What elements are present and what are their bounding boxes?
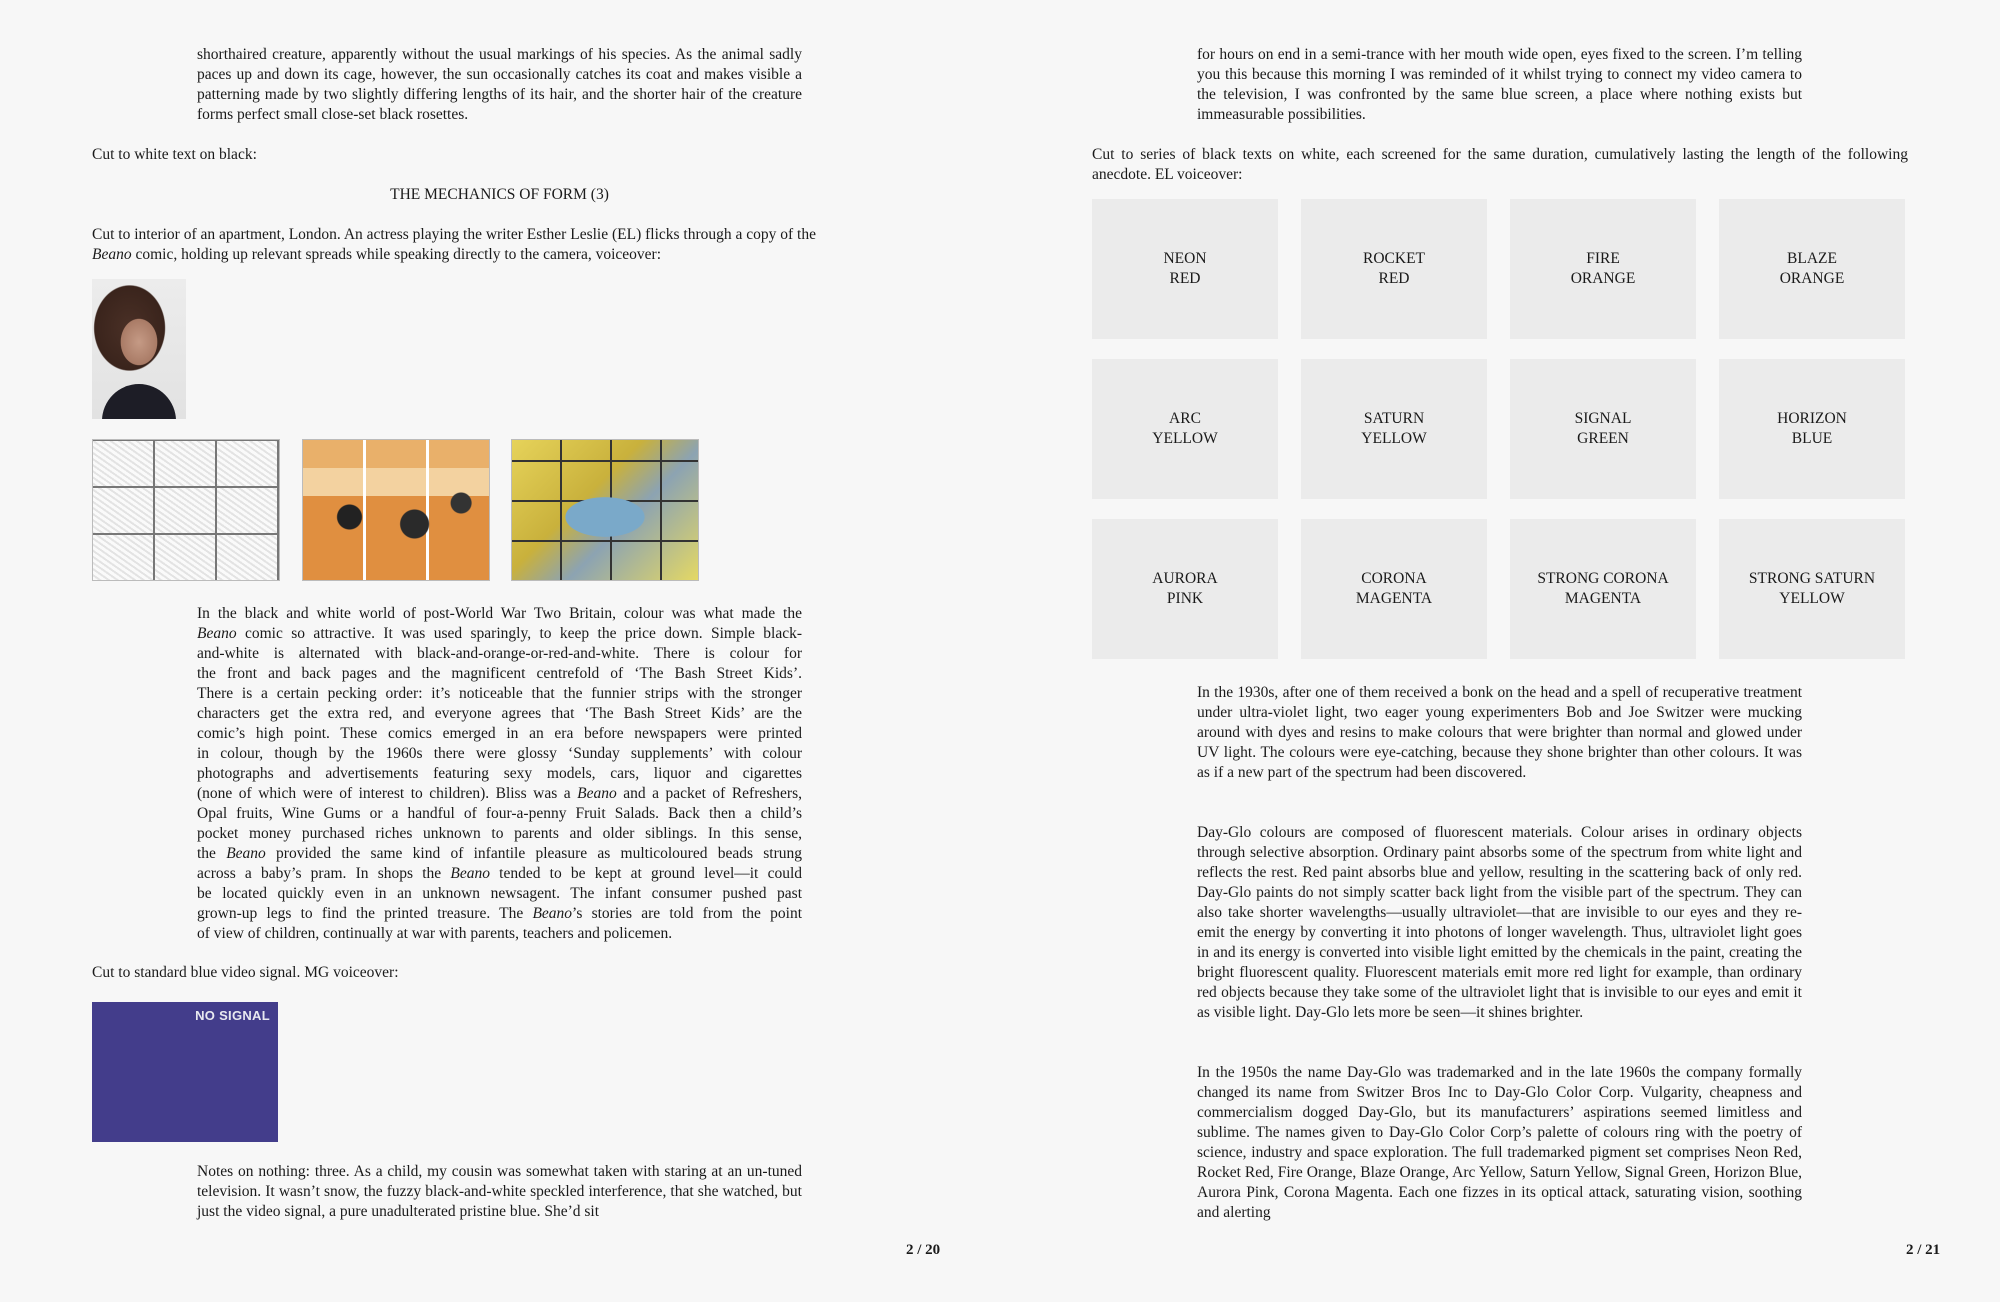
stage-direction-white-text: Cut to white text on black: — [92, 146, 257, 163]
color-name-card — [1301, 359, 1487, 499]
paragraph-beano-line: (none of which were of interest to children). Bliss was a Beano and a packet of Refreshers, — [197, 785, 802, 802]
color-name-card — [1092, 519, 1278, 659]
no-signal-screen-image — [92, 1002, 278, 1142]
color-name-text: SIGNAL — [1574, 410, 1632, 427]
paragraph-notes-on-nothing: Notes on nothing: three. As a child, my cousin was somewhat taken with staring at an un-tuned television. It wasn’t snow, the fuzzy black-and-white speckled interference, that she watched, but just the video signal, a pure unadulterated pristine blue. She’d sit — [197, 1163, 802, 1220]
right-page — [1000, 0, 2000, 1302]
paragraph-beano-line: in colour, though by the 1960s there were glossy ‘Sunday supplements’ with colour — [197, 745, 802, 762]
color-name-card — [1510, 199, 1696, 339]
color-name-card — [1092, 199, 1278, 339]
color-name-card — [1301, 519, 1487, 659]
color-name-text: MAGENTA — [1564, 590, 1642, 607]
paragraph-beano-line: There is a certain pecking order: it’s noticeable that the funnier strips with the stronger — [197, 685, 802, 702]
paragraph-dayglo: Day-Glo colours are composed of fluorescent materials. Colour arises in ordinary objects through selective absorption. Ordinary paint absorbs some of the spectrum from white light and reflects the rest. Red paint absorbs blue and yellow, resulting in the scattering back of only red. Day-Glo paints do not simply scatter back light from the visible part of the spectrum. They can also take shorter wavelengths—usually ultraviolet—that are invisible to our eyes and they re-emit the energy by converting it into photons of longer wavelength. Thus, ultraviolet light goes in and its energy is converted into visible light emitted by the chemicals in the paint, creating the bright fluorescent quality. Fluorescent materials emit more red light for example, than ordinary red objects because they take some of the ultraviolet light that is invisible to our eyes and emit it as visible light. Day-Glo lets more be seen—it shines brighter. — [1197, 824, 1802, 1021]
color-name-text: AURORA — [1152, 570, 1218, 587]
color-name-card — [1719, 519, 1905, 659]
paragraph-beano-line: pocket money purchased riches unknown to parents and older siblings. In this sense, — [197, 825, 802, 842]
color-name-text: CORONA — [1361, 570, 1427, 587]
paragraph-creature: shorthaired creature, apparently without the usual markings of his species. As the animal sadly paces up and down its cage, however, the sun occasionally catches its coat and makes visible a patterning made by two slightly differing lengths of its hair, and the shorter hair of the creature forms perfect small close-set black rosettes. — [197, 46, 802, 123]
color-name-text: HORIZON — [1777, 410, 1847, 427]
paragraph-beano-line: be located quickly even in an unknown newsagent. The infant consumer pushed past — [197, 885, 802, 902]
beano-spread-color-image — [511, 439, 699, 581]
paragraph-beano-line: Opal fruits, Wine Gums or a handful of four-a-penny Fruit Salads. Back then a child’s — [197, 805, 802, 822]
paragraph-beano — [197, 604, 802, 944]
paragraph-beano-line: grown-up legs to find the printed treasure. The Beano’s stories are told from the point — [197, 905, 803, 922]
color-name-card — [1719, 359, 1905, 499]
color-name-text: YELLOW — [1779, 590, 1845, 607]
color-name-text: SATURN — [1363, 410, 1425, 427]
actress-portrait-image — [92, 279, 186, 419]
page-number-left: 2 / 20 — [906, 1242, 941, 1258]
color-name-text: ARC — [1169, 410, 1201, 427]
color-name-text: MAGENTA — [1355, 590, 1433, 607]
color-name-text: STRONG CORONA — [1537, 570, 1669, 587]
stage-direction-blue-signal: Cut to standard blue video signal. MG voiceover: — [92, 964, 399, 981]
paragraph-beano-line: across a baby’s pram. In shops the Beano tended to be kept at ground level—it could — [197, 865, 803, 882]
color-name-text: YELLOW — [1152, 430, 1218, 447]
mechanics-of-form-heading: THE MECHANICS OF FORM (3) — [390, 186, 609, 203]
color-name-text: STRONG SATURN — [1748, 570, 1876, 587]
page-number-right: 2 / 21 — [1906, 1242, 1941, 1258]
paragraph-beano-line: photographs and advertisements featuring sexy models, cars, liquor and cigarettes — [197, 765, 802, 782]
color-name-card — [1092, 359, 1278, 499]
color-name-text: RED — [1378, 270, 1410, 287]
color-name-text: ROCKET — [1363, 250, 1425, 267]
no-signal-label: NO SIGNAL — [195, 1008, 270, 1023]
paragraph-semi-trance: for hours on end in a semi-trance with her mouth wide open, eyes fixed to the screen. I’m telling you this because this morning I was reminded of it whilst trying to connect my video camera to the television, I was confronted by the same blue screen, a place where nothing exists but immeasurable possibilities. — [1197, 46, 1802, 123]
paragraph-1950s: In the 1950s the name Day-Glo was trademarked and in the late 1960s the company formally changed its name from Switzer Bros Inc to Day-Glo Color Corp. Vulgarity, cheapness and commercialism dogged Day-Glo, but its manufacturers’ aspirations seemed limitless and sublime. The names given to Day-Glo Color Corp’s palette of colours ring with the poetry of science, industry and space exploration. The full trademarked pigment set comprises Neon Red, Rocket Red, Fire Orange, Blaze Orange, Arc Yellow, Saturn Yellow, Signal Green, Horizon Blue, Aurora Pink, Corona Magenta. Each one fizzes in its optical attack, saturating vision, soothing and alerting — [1197, 1064, 1802, 1221]
color-name-text: BLUE — [1791, 430, 1833, 447]
stage-direction-apartment: Cut to interior of an apartment, London. An actress playing the writer Esther Leslie (EL) flicks through a copy of the Beano comic, holding up relevant spreads while speaking directly to the camera, voiceover: — [92, 226, 816, 263]
color-name-card — [1301, 199, 1487, 339]
paragraph-beano-line: and-white is alternated with black-and-orange-or-red-and-white. There is colour for — [197, 645, 802, 662]
paragraph-beano-line: comic’s high point. These comics emerged in an era before newspapers were printed — [197, 725, 802, 742]
paragraph-beano-line: Beano comic so attractive. It was used sparingly, to keep the price down. Simple black- — [197, 625, 802, 642]
color-name-text: ORANGE — [1779, 270, 1845, 287]
color-name-text: RED — [1169, 270, 1201, 287]
color-name-card — [1719, 199, 1905, 339]
paragraph-beano-line: of view of children, continually at war with parents, teachers and policemen. — [197, 925, 673, 942]
paragraph-beano-line: the Beano provided the same kind of infantile pleasure as multicoloured beads strung — [197, 845, 803, 862]
beano-spread-orange-image — [302, 439, 490, 581]
color-name-card — [1510, 519, 1696, 659]
paragraph-beano-line: characters get the extra red, and everyone agrees that ‘The Bash Street Kids’ are the — [197, 705, 802, 722]
paragraph-1930s: In the 1930s, after one of them received a bonk on the head and a spell of recuperative treatment under ultra-violet light, two eager young experimenters Bob and Joe Switzer were mucking around with dyes and resins to make colours that were brighter than normal and glowed under UV light. The colours were eye-catching, because they shone brighter than other colours. It was as if a new part of the spectrum had been discovered. — [1197, 684, 1802, 781]
color-name-card — [1510, 359, 1696, 499]
color-name-text: PINK — [1166, 590, 1204, 607]
color-name-text: NEON — [1163, 250, 1207, 267]
paragraph-beano-line: the front and back pages and the magnificent centrefold of ‘The Bash Street Kids’. — [197, 665, 802, 682]
color-name-text: BLAZE — [1787, 250, 1837, 267]
color-name-text: YELLOW — [1361, 430, 1427, 447]
stage-direction-series: Cut to series of black texts on white, each screened for the same duration, cumulatively lasting the length of the following anecdote. EL voiceover: — [1092, 146, 1908, 183]
paragraph-beano-line: In the black and white world of post-World War Two Britain, colour was what made the — [197, 605, 802, 622]
beano-spread-bw-image — [92, 439, 280, 581]
color-name-text: GREEN — [1577, 430, 1629, 447]
color-name-text: FIRE — [1586, 250, 1620, 267]
color-name-text: ORANGE — [1570, 270, 1636, 287]
